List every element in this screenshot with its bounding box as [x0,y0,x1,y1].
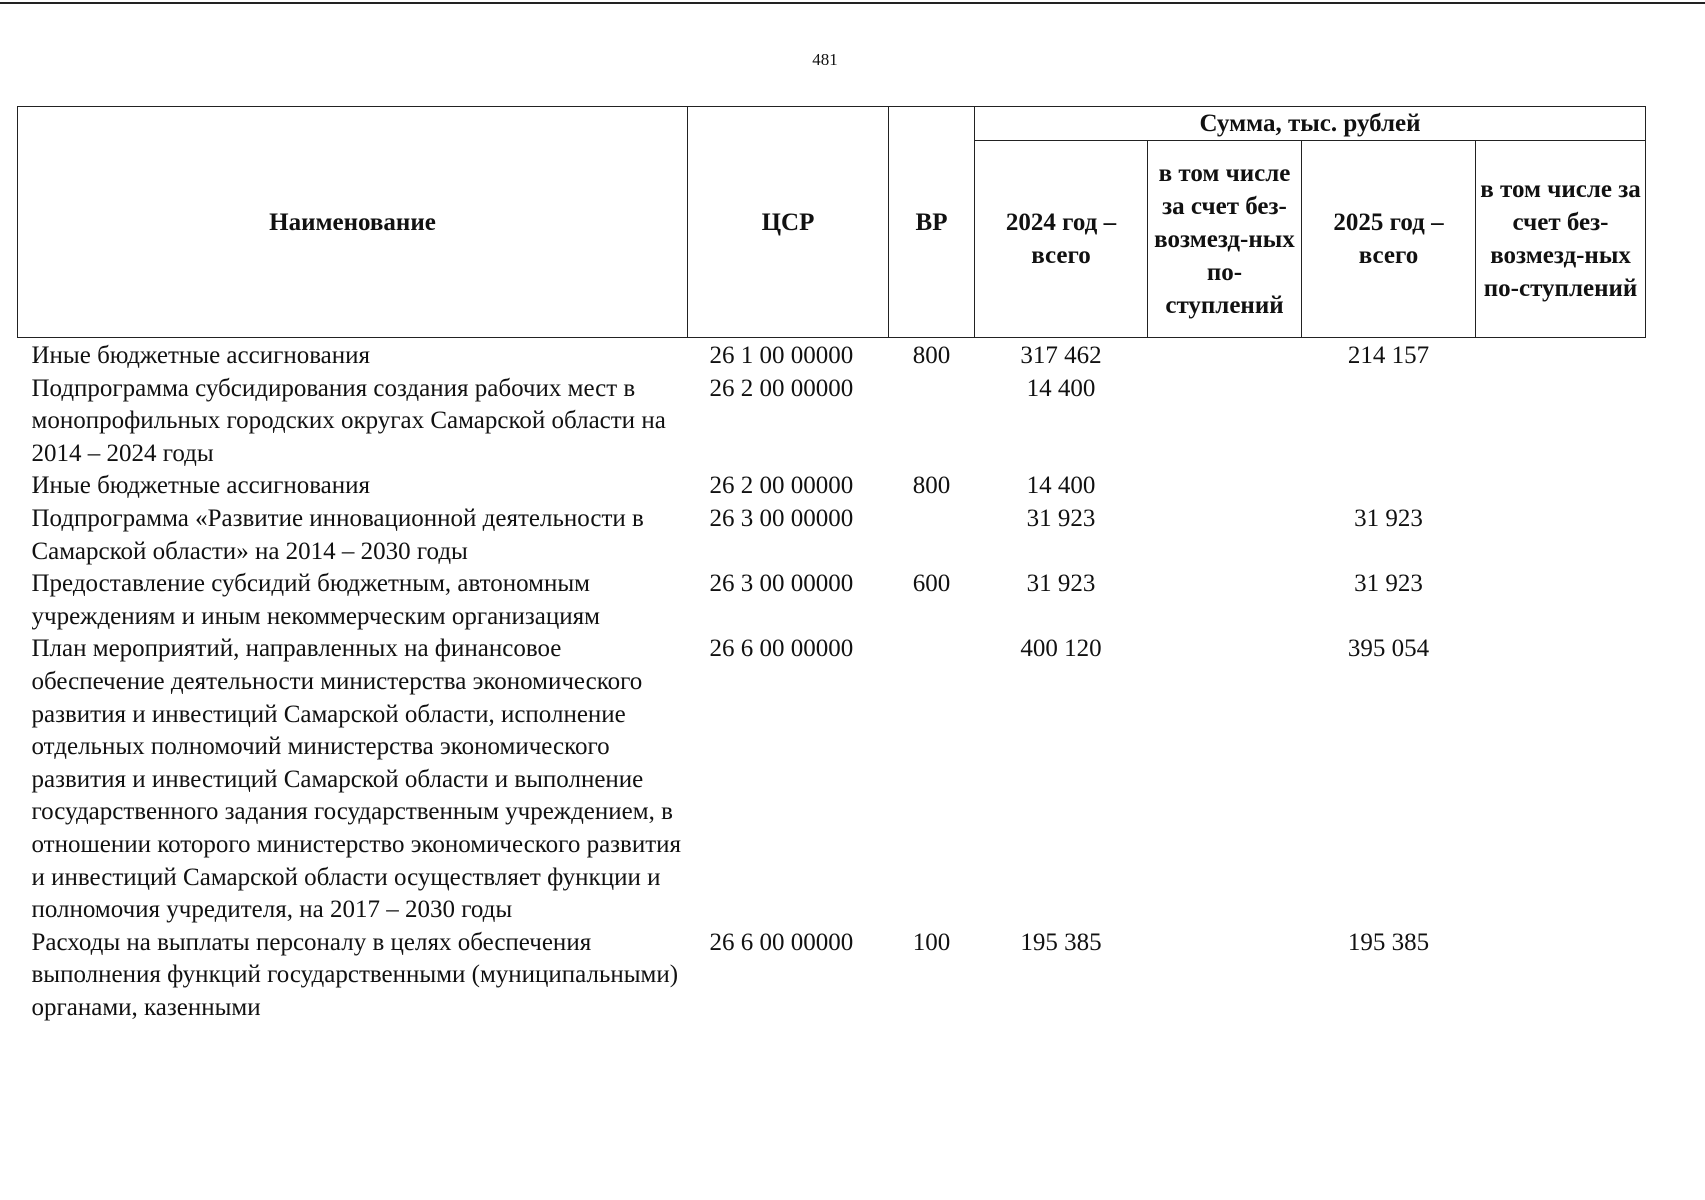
row-vr: 800 [912,472,951,500]
row-2025-total [1302,470,1476,503]
row-name: Иные бюджетные ассигнования [31,342,371,369]
row-2024-total: 31 923 [1026,504,1096,532]
row-csr: 26 6 00 00000 [709,635,854,663]
table-row [18,338,1646,373]
header-csr: ЦСР [688,107,889,338]
row-2025-free [1476,633,1646,926]
row-2025-free [1476,338,1646,373]
row-name: Иные бюджетные ассигнования [31,472,371,500]
row-2024-free [1148,373,1302,471]
row-2025-free [1476,927,1646,1025]
table-row [18,927,1646,1025]
row-2025-total: 395 054 [1347,635,1430,663]
row-2025-total: 31 923 [1354,570,1423,598]
row-csr: 26 1 00 00000 [709,342,854,369]
row-2024-free [1148,503,1302,568]
top-border-line [0,2,1705,4]
row-2024-total: 14 400 [1026,472,1096,500]
header-vr: ВР [889,107,975,338]
page-number: 481 [812,50,838,69]
row-2024-free [1148,338,1302,373]
row-name: Расходы на выплаты персоналу в целях обеспечения выполнения функций государственными (муниципальными) органами, казенными [31,928,679,1021]
row-name: Предоставление субсидий бюджетным, автономным учреждениям и иным некоммерческим организациям [31,570,600,630]
row-2024-total: 317 462 [1020,342,1102,369]
table-row [18,633,1646,926]
row-vr: 600 [912,570,951,598]
row-2025-total: 31 923 [1354,504,1423,532]
header-sum-group: Сумма, тыс. рублей [975,107,1646,141]
row-csr: 26 3 00 00000 [709,504,854,532]
table-row [18,503,1646,568]
row-2025-free [1476,470,1646,503]
row-2025-free [1476,373,1646,471]
row-2025-total [1302,373,1476,471]
row-csr: 26 6 00 00000 [709,928,854,956]
row-csr: 26 2 00 00000 [709,472,854,500]
header-2024-total: 2024 год – всего [975,141,1148,338]
row-name: Подпрограмма «Развитие инновационной деятельности в Самарской области» на 2014 – 2030 годы [31,504,644,565]
header-2025-total: 2025 год – всего [1302,141,1476,338]
table-row [18,373,1646,471]
row-vr [889,633,975,926]
row-2024-total: 400 120 [1020,635,1102,663]
row-vr [889,503,975,568]
row-name: План мероприятий, направленных на финансовое обеспечение деятельности министерства экономического развития и инвестиций Самарской области, исполнение отдельных полномочий министерства экономического развития и инвестиций Самарской области и выполнение государственного задания государственным учреждением, в отношении которого министерство экономического развития и инвестиций Самарской области осуществляет функции и полномочия учредителя, на 2017 – 2030 годы [31,635,682,924]
row-2025-free [1476,568,1646,633]
row-csr: 26 2 00 00000 [709,374,854,402]
row-name: Подпрограмма субсидирования создания рабочих мест в монопрофильных городских округах Самарской области на 2014 – 2024 годы [31,374,666,467]
row-2024-total: 14 400 [1026,374,1096,402]
row-csr: 26 3 00 00000 [709,570,854,598]
row-2024-free [1148,927,1302,1025]
row-2024-free [1148,470,1302,503]
row-2024-free [1148,568,1302,633]
header-2024-free: в том числе за счет без-возмезд-ных по-ступлений [1148,141,1302,338]
row-2025-total: 214 157 [1347,342,1430,369]
row-2024-free [1148,633,1302,926]
row-2024-total: 31 923 [1026,570,1096,598]
header-2025-free: в том числе за счет без-возмезд-ных по-ступлений [1476,141,1646,338]
row-vr [889,373,975,471]
table-row [18,568,1646,633]
row-2024-total: 195 385 [1020,928,1102,956]
budget-table [17,106,1646,1024]
header-name: Наименование [18,107,688,338]
row-vr: 100 [912,928,951,956]
row-2025-total: 195 385 [1347,928,1430,956]
table-row [18,470,1646,503]
row-2025-free [1476,503,1646,568]
row-vr: 800 [912,342,951,369]
